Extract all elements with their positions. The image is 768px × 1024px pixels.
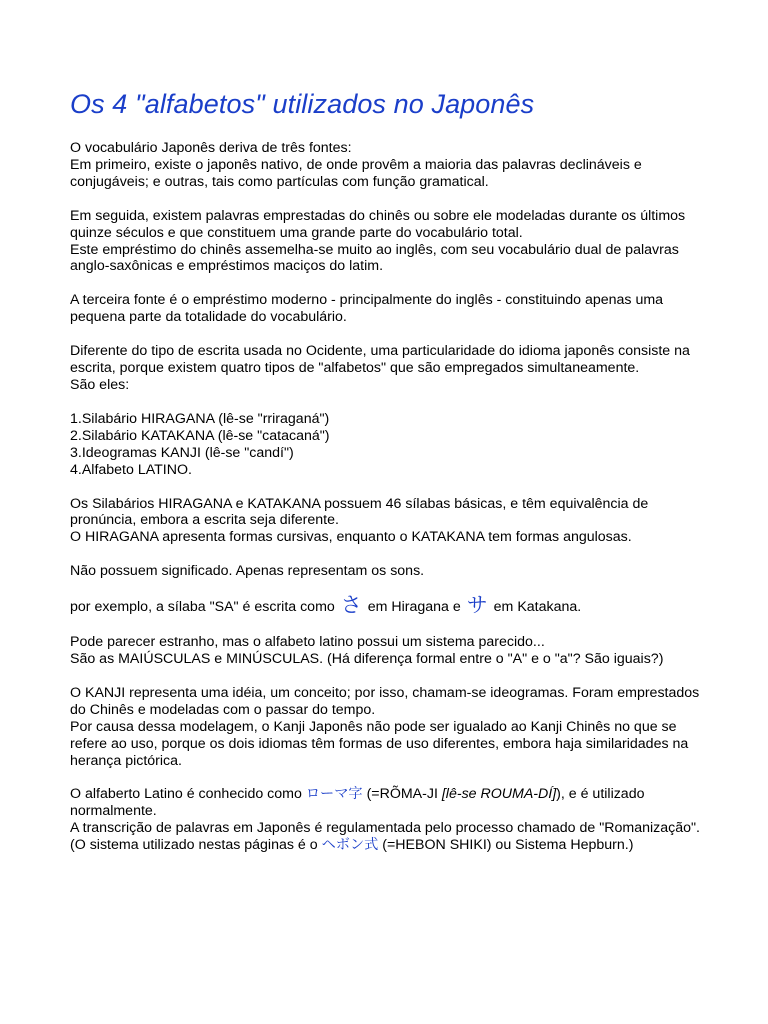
paragraph-latin-case xyxy=(70,634,710,668)
list-item: 3.Ideogramas KANJI (lê-se "candí") xyxy=(70,444,294,461)
example-text: em Katakana. xyxy=(493,599,582,616)
paragraph-sources xyxy=(70,140,710,191)
paragraph-line: O KANJI representa uma idéia, um conceito; por isso, chamam-se ideogramas. Foram emprestados do Chinês e modeladas com o passar do tempo. xyxy=(70,684,700,718)
document-page xyxy=(70,86,710,871)
hiragana-sa-glyph: さ xyxy=(340,593,362,618)
paragraph-line: A terceira fonte é o empréstimo moderno - principalmente do inglês - constituindo apenas uma pequena parte da totalidade do vocabulário. xyxy=(70,292,664,326)
paragraph-line: O vocabulário Japonês deriva de três fontes: xyxy=(70,140,352,156)
romaji-reading: [lê-se ROUMA-DÍ] xyxy=(441,786,557,803)
romaji-text: O alfaberto Latino é conhecido como xyxy=(70,786,302,803)
paragraph-line: Diferente do tipo de escrita usada no Ocidente, uma particularidade do idioma japonês consiste na escrita, porque existem quatro tipos de "alfabetos" que são empregados simultaneamente. xyxy=(70,343,690,377)
paragraph-writing-systems xyxy=(70,343,710,394)
paragraph-line: Este empréstimo do chinês assemelha-se muito ao inglês, com seu vocabulário dual de palavras anglo-saxônicas e empréstimos maciços do latim. xyxy=(70,241,679,275)
paragraph-kanji xyxy=(70,685,710,770)
paragraph-line: São as MAIÚSCULAS e MINÚSCULAS. (Há diferença formal entre o "A" e o "a"? São iguais?) xyxy=(70,651,664,668)
paragraph-line: A transcrição de palavras em Japonês é regulamentada pelo processo chamado de "Romanização". xyxy=(70,820,700,837)
paragraph-sa-example xyxy=(70,593,710,618)
paragraph-chinese-loans xyxy=(70,208,710,276)
list-item: 1.Silabário HIRAGANA (lê-se "rriraganá") xyxy=(70,410,330,427)
hepburn-text: (=HEBON SHIKI) ou Sistema Hepburn.) xyxy=(382,837,634,854)
paragraph-line: Não possuem significado. Apenas representam os sons. xyxy=(70,563,425,580)
alphabet-list xyxy=(70,411,710,479)
paragraph-modern-loans xyxy=(70,292,710,326)
paragraph-line: Por causa dessa modelagem, o Kanji Japonês não pode ser igualado ao Kanji Chinês no que se refere ao uso, porque os dois idiomas têm formas de uso diferentes, embora haja similaridades na herança pictórica. xyxy=(70,718,689,769)
paragraph-no-meaning xyxy=(70,563,710,580)
paragraph-syllabaries xyxy=(70,496,710,547)
list-item: 2.Silabário KATAKANA (lê-se "catacaná") xyxy=(70,427,330,444)
romaji-text: (=RÕMA-JI xyxy=(366,786,438,803)
romaji-japanese-term: ローマ字 xyxy=(305,786,363,803)
romaji-text: ), e é utilizado normalmente. xyxy=(70,786,645,820)
paragraph-line: Em seguida, existem palavras emprestadas do chinês ou sobre ele modeladas durante os últimos quinze séculos e que constituem uma grande parte do vocabulário total. xyxy=(70,207,686,241)
paragraph-romaji xyxy=(70,786,710,854)
paragraph-line: Em primeiro, existe o japonês nativo, de onde provêm a maioria das palavras declináveis e conjugáveis; e outras, tais como partículas com função gramatical. xyxy=(70,156,642,190)
page-title: Os 4 "alfabetos" utilizados no Japonês xyxy=(70,89,535,119)
paragraph-line: Os Silabários HIRAGANA e KATAKANA possuem 46 sílabas básicas, e têm equivalência de pronúncia, embora a escrita seja diferente. xyxy=(70,495,649,529)
example-text: em Hiragana e xyxy=(367,599,461,616)
list-item: 4.Alfabeto LATINO. xyxy=(70,461,192,478)
hebon-japanese-term: ヘボン式 xyxy=(321,837,379,854)
paragraph-line: O HIRAGANA apresenta formas cursivas, enquanto o KATAKANA tem formas angulosas. xyxy=(70,529,632,546)
paragraph-line: São eles: xyxy=(70,376,130,393)
hepburn-text: (O sistema utilizado nestas páginas é o xyxy=(70,837,318,854)
katakana-sa-glyph: サ xyxy=(466,593,488,618)
paragraph-line: Pode parecer estranho, mas o alfabeto latino possui um sistema parecido... xyxy=(70,634,545,651)
example-text: por exemplo, a sílaba "SA" é escrita como xyxy=(70,599,335,616)
